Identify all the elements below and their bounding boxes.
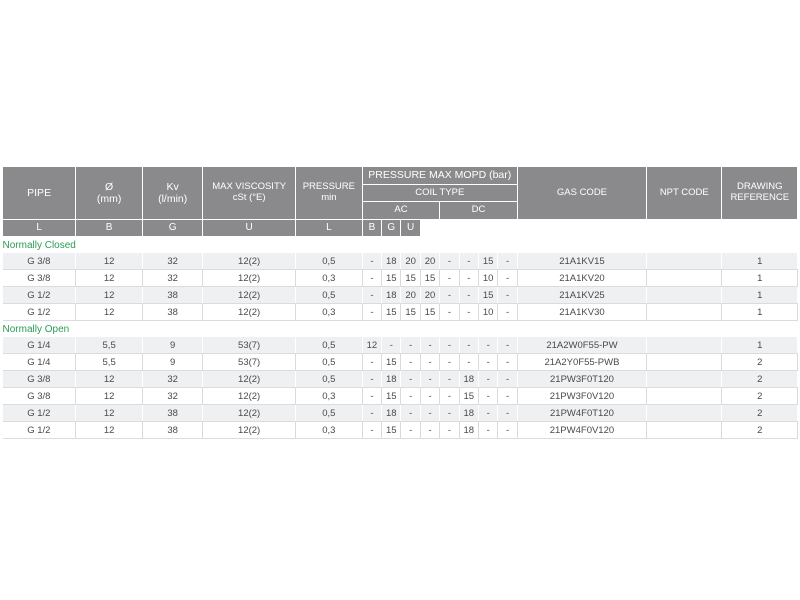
mopd-cell: - <box>498 422 517 439</box>
diameter-cell: 12 <box>76 304 143 321</box>
diameter-cell: 12 <box>76 422 143 439</box>
mopd-cell: 15 <box>420 304 439 321</box>
pressure-cell: 0,5 <box>295 354 362 371</box>
pipe-cell: G 1/4 <box>3 354 76 371</box>
mopd-cell: - <box>459 304 478 321</box>
mopd-cell: 18 <box>459 405 478 422</box>
mopd-cell: - <box>440 354 459 371</box>
drawing-reference-cell: 2 <box>722 405 798 422</box>
viscosity-cell: 12(2) <box>203 270 296 287</box>
mopd-cell: - <box>440 388 459 405</box>
npt-code-cell <box>647 422 722 439</box>
mopd-cell: - <box>498 388 517 405</box>
mopd-cell: 15 <box>382 304 401 321</box>
gas-code-cell: 21PW3F0T120 <box>517 371 646 388</box>
mopd-cell: 20 <box>420 287 439 304</box>
diameter-cell: 12 <box>76 253 143 270</box>
viscosity-cell: 12(2) <box>203 253 296 270</box>
mopd-cell: 18 <box>459 371 478 388</box>
mopd-cell: - <box>420 388 439 405</box>
mopd-cell: 10 <box>478 304 497 321</box>
npt-code-cell <box>647 270 722 287</box>
mopd-cell: 15 <box>478 253 497 270</box>
diameter-cell: 12 <box>76 388 143 405</box>
npt-code-cell <box>647 388 722 405</box>
mopd-cell: - <box>401 388 420 405</box>
gas-code-cell: 21A1KV30 <box>517 304 646 321</box>
pipe-cell: G 1/2 <box>3 422 76 439</box>
header-pressure-unit: min <box>321 192 337 203</box>
mopd-cell: 10 <box>478 270 497 287</box>
header-dc-l: L <box>295 220 362 237</box>
table-row <box>3 270 798 287</box>
drawing-reference-cell: 2 <box>722 388 798 405</box>
header-npt-code: NPT CODE <box>647 167 722 220</box>
header-ac: AC <box>362 202 440 220</box>
mopd-cell: 15 <box>401 304 420 321</box>
header-kv-unit: (l/min) <box>158 193 188 205</box>
viscosity-cell: 53(7) <box>203 354 296 371</box>
mopd-cell: - <box>362 287 381 304</box>
viscosity-cell: 12(2) <box>203 422 296 439</box>
header-dc-u: U <box>401 220 420 237</box>
mopd-cell: 18 <box>382 405 401 422</box>
mopd-cell: - <box>498 270 517 287</box>
mopd-cell: 20 <box>420 253 439 270</box>
mopd-cell: 18 <box>382 253 401 270</box>
pressure-cell: 0,5 <box>295 371 362 388</box>
mopd-cell: - <box>459 253 478 270</box>
kv-cell: 9 <box>143 337 203 354</box>
header-ac-b: B <box>76 220 143 237</box>
kv-cell: 32 <box>143 371 203 388</box>
mopd-cell: - <box>498 405 517 422</box>
pipe-cell: G 3/8 <box>3 371 76 388</box>
mopd-cell: - <box>362 422 381 439</box>
kv-cell: 32 <box>143 253 203 270</box>
drawing-reference-cell: 1 <box>722 270 798 287</box>
mopd-cell: - <box>420 354 439 371</box>
kv-cell: 38 <box>143 405 203 422</box>
viscosity-cell: 12(2) <box>203 405 296 422</box>
gas-code-cell: 21A2W0F55-PW <box>517 337 646 354</box>
viscosity-cell: 12(2) <box>203 388 296 405</box>
header-ac-g: G <box>143 220 203 237</box>
kv-cell: 38 <box>143 304 203 321</box>
header-diameter-unit: (mm) <box>96 193 122 205</box>
mopd-cell: - <box>420 371 439 388</box>
npt-code-cell <box>647 337 722 354</box>
kv-cell: 32 <box>143 388 203 405</box>
table-row <box>3 422 798 439</box>
mopd-cell: - <box>498 337 517 354</box>
section-row <box>3 237 798 254</box>
header-viscosity-label: MAX VISCOSITY <box>212 181 287 193</box>
mopd-cell: 18 <box>459 422 478 439</box>
mopd-cell: - <box>362 388 381 405</box>
pressure-cell: 0,3 <box>295 422 362 439</box>
header-pipe <box>3 167 76 220</box>
pipe-cell: G 1/2 <box>3 405 76 422</box>
npt-code-cell <box>647 304 722 321</box>
mopd-cell: - <box>382 337 401 354</box>
header-diameter-label: Ø <box>105 180 114 193</box>
table-row <box>3 337 798 354</box>
mopd-cell: - <box>440 405 459 422</box>
table-body <box>3 237 798 439</box>
mopd-cell: - <box>498 304 517 321</box>
gas-code-cell: 21A2Y0F55-PWB <box>517 354 646 371</box>
mopd-cell: - <box>498 354 517 371</box>
npt-code-cell <box>647 253 722 270</box>
mopd-cell: - <box>459 287 478 304</box>
mopd-cell: - <box>478 354 497 371</box>
mopd-cell: - <box>478 422 497 439</box>
header-kv-label: Kv <box>166 180 179 193</box>
pressure-cell: 0,5 <box>295 405 362 422</box>
kv-cell: 32 <box>143 270 203 287</box>
mopd-cell: 18 <box>382 371 401 388</box>
viscosity-cell: 12(2) <box>203 287 296 304</box>
drawing-reference-cell: 2 <box>722 371 798 388</box>
gas-code-cell: 21PW3F0V120 <box>517 388 646 405</box>
pressure-cell: 0,3 <box>295 388 362 405</box>
pressure-cell: 0,5 <box>295 287 362 304</box>
mopd-cell: - <box>362 371 381 388</box>
mopd-cell: - <box>478 337 497 354</box>
mopd-cell: - <box>401 405 420 422</box>
pipe-cell: G 3/8 <box>3 270 76 287</box>
diameter-cell: 12 <box>76 405 143 422</box>
kv-cell: 9 <box>143 354 203 371</box>
header-drawing-label: DRAWING <box>736 181 783 193</box>
header-mopd: PRESSURE MAX MOPD (bar) <box>362 167 517 185</box>
header-dc-b: B <box>362 220 381 237</box>
mopd-cell: 15 <box>382 354 401 371</box>
header-viscosity-unit: cSt (°E) <box>232 192 266 203</box>
diameter-cell: 12 <box>76 287 143 304</box>
mopd-cell: - <box>362 405 381 422</box>
npt-code-cell <box>647 405 722 422</box>
mopd-cell: - <box>440 287 459 304</box>
mopd-cell: - <box>362 253 381 270</box>
mopd-cell: - <box>478 388 497 405</box>
mopd-cell: - <box>420 337 439 354</box>
section-title: Normally Closed <box>3 237 798 254</box>
npt-code-cell <box>647 371 722 388</box>
mopd-cell: - <box>478 405 497 422</box>
mopd-cell: 15 <box>459 388 478 405</box>
table-row <box>3 388 798 405</box>
mopd-cell: - <box>498 287 517 304</box>
mopd-cell: - <box>401 371 420 388</box>
drawing-reference-cell: 1 <box>722 287 798 304</box>
mopd-cell: - <box>459 270 478 287</box>
mopd-cell: - <box>498 253 517 270</box>
mopd-cell: 12 <box>362 337 381 354</box>
section-title: Normally Open <box>3 321 798 338</box>
table-row <box>3 371 798 388</box>
pipe-cell: G 3/8 <box>3 388 76 405</box>
table-row <box>3 304 798 321</box>
mopd-cell: - <box>478 371 497 388</box>
drawing-reference-cell: 2 <box>722 422 798 439</box>
gas-code-cell: 21PW4F0T120 <box>517 405 646 422</box>
npt-code-cell <box>647 287 722 304</box>
mopd-cell: - <box>420 405 439 422</box>
diameter-cell: 5,5 <box>76 354 143 371</box>
mopd-cell: 20 <box>401 253 420 270</box>
viscosity-cell: 12(2) <box>203 304 296 321</box>
mopd-cell: 15 <box>401 270 420 287</box>
header-pressure <box>295 167 362 220</box>
mopd-cell: - <box>440 337 459 354</box>
diameter-cell: 12 <box>76 270 143 287</box>
section-row <box>3 321 798 338</box>
mopd-cell: - <box>362 270 381 287</box>
gas-code-cell: 21PW4F0V120 <box>517 422 646 439</box>
table-row <box>3 405 798 422</box>
mopd-cell: - <box>401 354 420 371</box>
drawing-reference-cell: 1 <box>722 253 798 270</box>
mopd-cell: - <box>440 253 459 270</box>
gas-code-cell: 21A1KV20 <box>517 270 646 287</box>
mopd-cell: - <box>498 371 517 388</box>
header-dc-g: G <box>382 220 401 237</box>
drawing-reference-cell: 1 <box>722 304 798 321</box>
drawing-reference-cell: 2 <box>722 354 798 371</box>
mopd-cell: - <box>440 371 459 388</box>
mopd-cell: - <box>440 304 459 321</box>
mopd-cell: - <box>362 354 381 371</box>
pressure-cell: 0,5 <box>295 337 362 354</box>
mopd-cell: - <box>459 337 478 354</box>
mopd-cell: - <box>440 422 459 439</box>
table-row <box>3 287 798 304</box>
header-ac-l: L <box>3 220 76 237</box>
gas-code-cell: 21A1KV15 <box>517 253 646 270</box>
header-drawing-reference <box>722 167 798 220</box>
pipe-cell: G 3/8 <box>3 253 76 270</box>
kv-cell: 38 <box>143 422 203 439</box>
mopd-cell: 15 <box>382 388 401 405</box>
diameter-cell: 12 <box>76 371 143 388</box>
header-kv <box>143 167 203 220</box>
mopd-cell: - <box>401 422 420 439</box>
npt-code-cell <box>647 354 722 371</box>
pressure-cell: 0,3 <box>295 304 362 321</box>
gas-code-cell: 21A1KV25 <box>517 287 646 304</box>
pipe-cell: G 1/2 <box>3 304 76 321</box>
diameter-cell: 5,5 <box>76 337 143 354</box>
header-dc: DC <box>440 202 518 220</box>
header-pressure-label: PRESSURE <box>302 181 355 193</box>
viscosity-cell: 53(7) <box>203 337 296 354</box>
pipe-cell: G 1/2 <box>3 287 76 304</box>
drawing-reference-cell: 1 <box>722 337 798 354</box>
table-row <box>3 354 798 371</box>
mopd-cell: 15 <box>382 422 401 439</box>
header-pipe-label: PIPE <box>27 186 52 199</box>
table-row <box>3 253 798 270</box>
mopd-cell: 15 <box>420 270 439 287</box>
viscosity-cell: 12(2) <box>203 371 296 388</box>
header-diameter <box>76 167 143 220</box>
mopd-cell: 20 <box>401 287 420 304</box>
valve-spec-table <box>2 166 798 439</box>
header-viscosity <box>203 167 296 220</box>
header-reference-label: REFERENCE <box>730 192 790 203</box>
pressure-cell: 0,3 <box>295 270 362 287</box>
mopd-cell: - <box>440 270 459 287</box>
pipe-cell: G 1/4 <box>3 337 76 354</box>
kv-cell: 38 <box>143 287 203 304</box>
mopd-cell: 15 <box>382 270 401 287</box>
mopd-cell: - <box>401 337 420 354</box>
mopd-cell: 15 <box>478 287 497 304</box>
mopd-cell: - <box>459 354 478 371</box>
header-gas-code: GAS CODE <box>517 167 646 220</box>
mopd-cell: - <box>420 422 439 439</box>
header-ac-u: U <box>203 220 296 237</box>
header-coil-type: COIL TYPE <box>362 185 517 202</box>
mopd-cell: - <box>362 304 381 321</box>
pressure-cell: 0,5 <box>295 253 362 270</box>
mopd-cell: 18 <box>382 287 401 304</box>
